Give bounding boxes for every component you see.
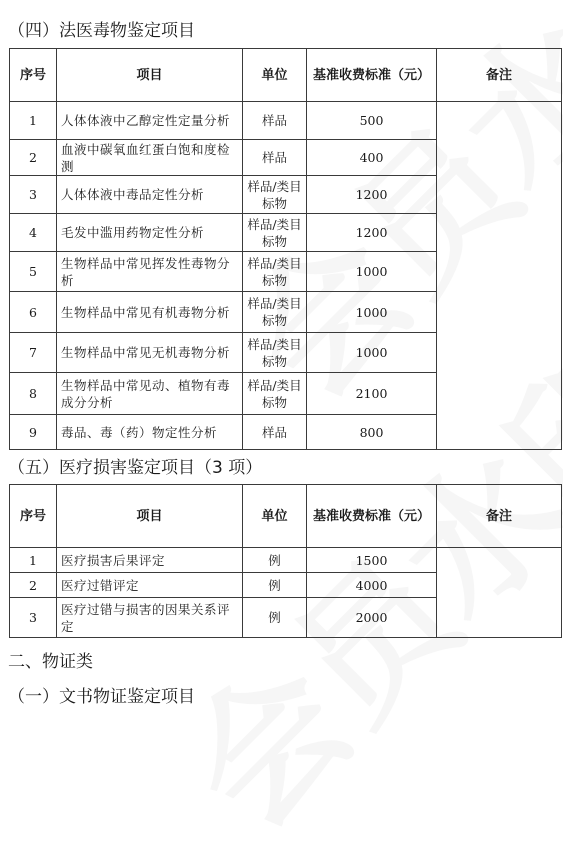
cell-item: 生物样品中常见无机毒物分析 [57, 333, 243, 373]
heading-medical-damage: （五）医疗损害鉴定项目（3 项） [8, 458, 263, 478]
cell-unit: 样品/类目标物 [243, 252, 307, 292]
heading-physical-evidence: 二、物证类 [8, 652, 93, 672]
cell-unit: 样品/类目标物 [243, 333, 307, 373]
cell-fee: 2100 [307, 373, 437, 415]
cell-item: 生物样品中常见挥发性毒物分析 [57, 252, 243, 292]
col-header-unit: 单位 [243, 485, 307, 548]
cell-item: 毛发中滥用药物定性分析 [57, 214, 243, 252]
cell-item: 毒品、毒（药）物定性分析 [57, 415, 243, 450]
cell-note-merged [437, 548, 562, 638]
cell-fee: 2000 [307, 598, 437, 638]
col-header-no: 序号 [10, 49, 57, 102]
cell-no: 8 [10, 373, 57, 415]
cell-unit: 例 [243, 598, 307, 638]
cell-no: 2 [10, 140, 57, 176]
medical-damage-table [9, 484, 562, 638]
cell-note-merged [437, 102, 562, 450]
cell-item: 医疗过错与损害的因果关系评定 [57, 598, 243, 638]
cell-no: 7 [10, 333, 57, 373]
cell-unit: 样品 [243, 102, 307, 140]
cell-fee: 1000 [307, 292, 437, 333]
forensic-toxicology-table [9, 48, 562, 450]
cell-no: 4 [10, 214, 57, 252]
cell-no: 3 [10, 176, 57, 214]
col-header-unit: 单位 [243, 49, 307, 102]
table-row [10, 548, 562, 573]
table-header-row [10, 49, 562, 102]
cell-fee: 500 [307, 102, 437, 140]
cell-fee: 400 [307, 140, 437, 176]
cell-unit: 样品/类目标物 [243, 214, 307, 252]
cell-unit: 样品 [243, 140, 307, 176]
cell-item: 医疗损害后果评定 [57, 548, 243, 573]
cell-item: 医疗过错评定 [57, 573, 243, 598]
heading-document-evidence: （一）文书物证鉴定项目 [8, 687, 195, 707]
table-row [10, 102, 562, 140]
cell-no: 9 [10, 415, 57, 450]
col-header-no: 序号 [10, 485, 57, 548]
col-header-note: 备注 [437, 49, 562, 102]
cell-no: 5 [10, 252, 57, 292]
col-header-fee: 基准收费标准（元） [307, 49, 437, 102]
cell-fee: 1200 [307, 214, 437, 252]
cell-item: 血液中碳氧血红蛋白饱和度检测 [57, 140, 243, 176]
cell-fee: 4000 [307, 573, 437, 598]
heading-forensic-toxicology: （四）法医毒物鉴定项目 [8, 21, 195, 41]
col-header-fee: 基准收费标准（元） [307, 485, 437, 548]
cell-unit: 例 [243, 548, 307, 573]
cell-item: 生物样品中常见动、植物有毒成分分析 [57, 373, 243, 415]
cell-unit: 例 [243, 573, 307, 598]
cell-unit: 样品/类目标物 [243, 373, 307, 415]
cell-item: 人体体液中毒品定性分析 [57, 176, 243, 214]
cell-fee: 1000 [307, 333, 437, 373]
cell-fee: 1000 [307, 252, 437, 292]
cell-unit: 样品 [243, 415, 307, 450]
col-header-item: 项目 [57, 49, 243, 102]
cell-no: 1 [10, 102, 57, 140]
cell-no: 6 [10, 292, 57, 333]
cell-fee: 1200 [307, 176, 437, 214]
cell-unit: 样品/类目标物 [243, 176, 307, 214]
cell-fee: 1500 [307, 548, 437, 573]
cell-no: 2 [10, 573, 57, 598]
col-header-note: 备注 [437, 485, 562, 548]
cell-unit: 样品/类目标物 [243, 292, 307, 333]
cell-item: 人体体液中乙醇定性定量分析 [57, 102, 243, 140]
table-header-row [10, 485, 562, 548]
cell-item: 生物样品中常见有机毒物分析 [57, 292, 243, 333]
cell-no: 1 [10, 548, 57, 573]
cell-no: 3 [10, 598, 57, 638]
col-header-item: 项目 [57, 485, 243, 548]
cell-fee: 800 [307, 415, 437, 450]
